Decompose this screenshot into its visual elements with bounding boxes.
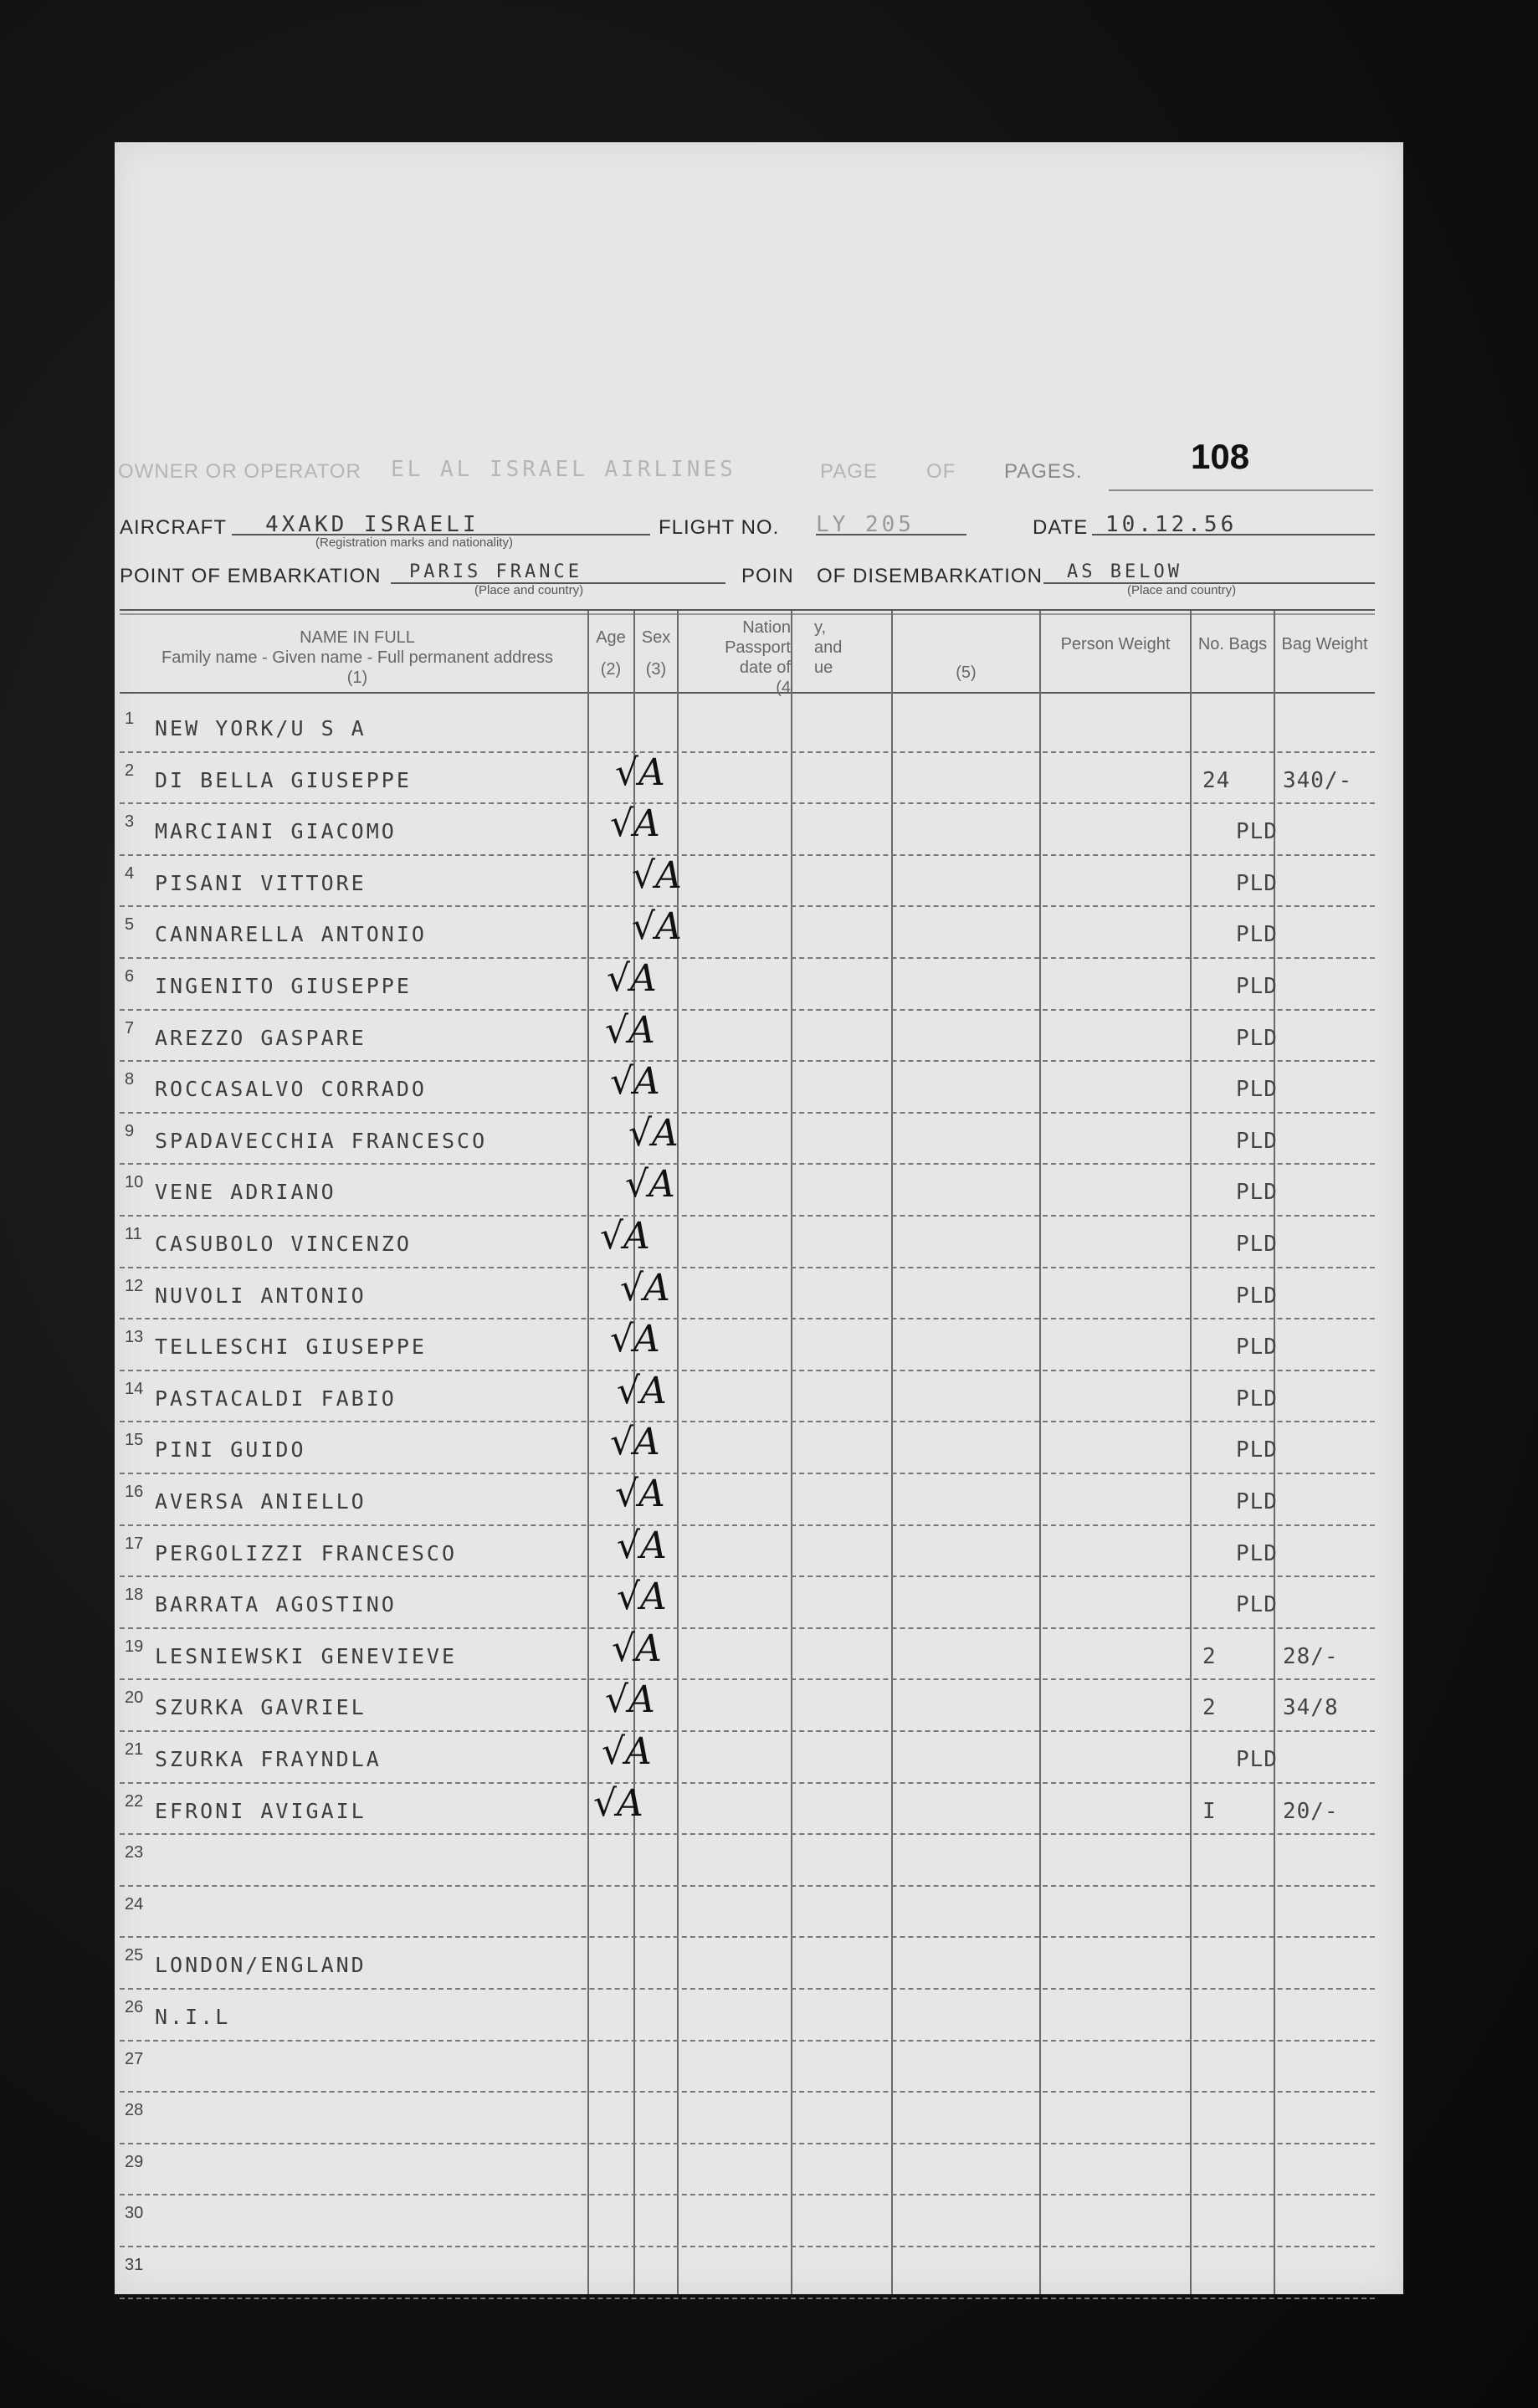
checkmark-annotation: √A — [605, 1678, 655, 1722]
person-weight-header: Person Weight — [1060, 635, 1171, 653]
passenger-name: LONDON/ENGLAND — [155, 1953, 367, 1978]
checkmark-annotation: √A — [593, 1781, 643, 1825]
checkmark-annotation: √A — [617, 1575, 667, 1619]
bags-count: PLD — [1236, 1128, 1278, 1154]
nationality-column-header-cont: y, and ue — [814, 618, 843, 677]
bags-count: 2 — [1202, 1695, 1217, 1721]
row-divider — [120, 1112, 1375, 1114]
checkmark-annotation: √A — [615, 751, 665, 794]
bags-count: PLD — [1236, 1180, 1278, 1206]
checkmark-annotation: √A — [625, 1163, 675, 1207]
passenger-name: EFRONI AVIGAIL — [155, 1798, 367, 1823]
nat-header-line3: date of — [739, 658, 791, 677]
age-header: Age — [596, 628, 626, 647]
passenger-name: ROCCASALVO CORRADO — [155, 1077, 427, 1102]
page-label: PAGE — [820, 460, 878, 483]
aircraft-value: 4XAKD ISRAELI — [265, 512, 479, 537]
checkmark-annotation: √A — [610, 802, 660, 846]
bag-weight-header: Bag Weight — [1281, 635, 1368, 653]
row-number: 6 — [125, 967, 135, 986]
bags-count: 24 — [1202, 767, 1231, 793]
row-number: 28 — [125, 2101, 144, 2120]
checkmark-annotation: √A — [612, 1627, 662, 1670]
pages-label: PAGES. — [1004, 460, 1083, 483]
bag-weight: 20/- — [1283, 1798, 1339, 1824]
row-divider — [120, 1009, 1375, 1011]
flight-value: LY 205 — [816, 512, 915, 537]
checkmark-annotation: √A — [610, 1421, 660, 1464]
row-number: 29 — [125, 2152, 144, 2171]
date-label: DATE — [1033, 516, 1089, 539]
passenger-name: CANNARELLA ANTONIO — [155, 922, 427, 947]
disembarkation-note: (Place and country) — [1127, 583, 1237, 597]
row-divider — [120, 905, 1375, 907]
row-number: 27 — [125, 2049, 144, 2068]
bags-count: PLD — [1236, 819, 1278, 845]
date-value: 10.12.56 — [1105, 512, 1238, 537]
bag-weight: 34/8 — [1283, 1695, 1339, 1721]
bags-count: PLD — [1236, 1540, 1278, 1566]
passenger-name: AVERSA ANIELLO — [155, 1489, 367, 1514]
bag-weight: 340/- — [1283, 767, 1353, 793]
row-number: 24 — [125, 1894, 144, 1914]
row-divider — [120, 2040, 1375, 2042]
row-number: 1 — [125, 710, 135, 728]
name-header-line2: Family name - Given name - Full permanent address — [161, 648, 553, 667]
name-header-line1: NAME IN FULL — [300, 628, 415, 647]
row-divider — [120, 1885, 1375, 1887]
row-divider — [120, 1988, 1375, 1990]
row-divider — [120, 1730, 1375, 1732]
bags-count: PLD — [1236, 1592, 1278, 1618]
checkmark-annotation: √A — [617, 1369, 667, 1412]
bags-count: PLD — [1236, 1386, 1278, 1411]
bags-count: PLD — [1236, 870, 1278, 896]
checkmark-annotation: √A — [602, 1730, 652, 1773]
nat-header-line2: Passport — [725, 638, 791, 657]
bags-count: PLD — [1236, 1025, 1278, 1051]
passenger-name: MARCIANI GIACOMO — [155, 819, 397, 844]
row-number: 15 — [125, 1431, 144, 1450]
row-divider — [120, 802, 1375, 804]
row-number: 13 — [125, 1328, 144, 1347]
of-label: OF — [926, 460, 956, 483]
age-column-header — [589, 628, 633, 679]
passenger-name: BARRATA AGOSTINO — [155, 1592, 397, 1617]
passenger-name: PASTACALDI FABIO — [155, 1386, 397, 1411]
row-divider — [120, 1782, 1375, 1784]
row-divider — [120, 751, 1375, 753]
row-divider — [120, 1318, 1375, 1319]
passenger-name: INGENITO GIUSEPPE — [155, 974, 412, 998]
passenger-name: NEW YORK/U S A — [155, 716, 367, 740]
row-divider — [120, 2194, 1375, 2195]
passenger-name: VENE ADRIANO — [155, 1180, 336, 1205]
passenger-name: CASUBOLO VINCENZO — [155, 1232, 412, 1256]
nat-header-line1: Nation — [742, 618, 791, 637]
flight-label: FLIGHT NO. — [659, 516, 780, 539]
row-divider — [120, 2246, 1375, 2247]
row-number: 10 — [125, 1173, 144, 1192]
no-bags-header: No. Bags — [1197, 635, 1268, 653]
passenger-name: PISANI VITTORE — [155, 870, 367, 895]
checkmark-annotation: √A — [607, 957, 657, 1000]
sex-header-num: (3) — [645, 660, 667, 679]
sex-column-header — [635, 628, 677, 679]
row-divider — [120, 2091, 1375, 2093]
row-number: 14 — [125, 1379, 144, 1398]
row-divider — [120, 1936, 1375, 1938]
row-divider — [120, 2143, 1375, 2144]
checkmark-annotation: √A — [617, 1524, 667, 1567]
row-number: 17 — [125, 1534, 144, 1553]
row-divider — [120, 2298, 1375, 2299]
row-number: 25 — [125, 1946, 144, 1965]
embarkation-label: POINT OF EMBARKATION — [120, 565, 382, 587]
bags-count: PLD — [1236, 1747, 1278, 1772]
checkmark-annotation: √A — [628, 1111, 679, 1155]
row-number: 21 — [125, 1740, 144, 1759]
checkmark-annotation: √A — [615, 1473, 665, 1515]
row-divider — [120, 1627, 1375, 1629]
checkmark-annotation: √A — [620, 1266, 670, 1309]
row-number: 9 — [125, 1121, 135, 1140]
bags-count: PLD — [1236, 1283, 1278, 1309]
row-number: 8 — [125, 1070, 135, 1089]
checkmark-annotation: √A — [610, 1060, 660, 1104]
passenger-name: LESNIEWSKI GENEVIEVE — [155, 1643, 458, 1668]
passenger-name: DI BELLA GIUSEPPE — [155, 767, 412, 792]
passenger-name: SPADAVECCHIA FRANCESCO — [155, 1128, 488, 1153]
passenger-name: SZURKA GAVRIEL — [155, 1695, 367, 1720]
checkmark-annotation: √A — [605, 1008, 655, 1052]
name-column-header — [131, 628, 583, 688]
disembarkation-value: AS BELOW — [1067, 561, 1182, 582]
row-number: 3 — [125, 812, 135, 832]
aircraft-note: (Registration marks and nationality) — [315, 535, 513, 550]
row-number: 2 — [125, 761, 135, 780]
bags-count: PLD — [1236, 974, 1278, 999]
row-number: 12 — [125, 1276, 144, 1295]
passenger-name: AREZZO GASPARE — [155, 1025, 367, 1050]
checkmark-annotation: √A — [632, 853, 682, 897]
row-divider — [120, 1163, 1375, 1165]
sex-header: Sex — [641, 628, 671, 647]
row-number: 30 — [125, 2204, 144, 2223]
row-number: 18 — [125, 1586, 144, 1605]
passenger-name: PERGOLIZZI FRANCESCO — [155, 1540, 458, 1565]
bags-count: PLD — [1236, 1489, 1278, 1514]
row-number: 26 — [125, 1998, 144, 2016]
row-number: 19 — [125, 1637, 144, 1656]
row-number: 20 — [125, 1688, 144, 1708]
bags-count: PLD — [1236, 922, 1278, 948]
row-number: 7 — [125, 1018, 135, 1037]
passenger-name: PINI GUIDO — [155, 1437, 306, 1463]
nat-header-num: (4 — [776, 679, 791, 697]
bag-weight: 28/- — [1283, 1643, 1339, 1669]
row-number: 16 — [125, 1483, 144, 1501]
passenger-name: N.I.L — [155, 2005, 231, 2029]
passenger-name: SZURKA FRAYNDLA — [155, 1747, 382, 1771]
row-divider — [120, 1060, 1375, 1062]
row-number: 22 — [125, 1791, 144, 1811]
row-number: 11 — [125, 1225, 142, 1243]
nationality-column-header — [679, 617, 791, 698]
row-divider — [120, 1267, 1375, 1268]
bags-count: PLD — [1236, 1437, 1278, 1463]
row-divider — [120, 1421, 1375, 1422]
row-number: 31 — [125, 2256, 144, 2274]
row-number: 23 — [125, 1843, 144, 1862]
bags-count: PLD — [1236, 1335, 1278, 1360]
row-divider — [120, 1473, 1375, 1474]
row-number: 4 — [125, 863, 135, 883]
age-header-num: (2) — [600, 660, 622, 679]
row-divider — [120, 1833, 1375, 1835]
checkmark-annotation: √A — [610, 1318, 660, 1361]
row-divider — [120, 957, 1375, 959]
checkmark-annotation: √A — [632, 905, 682, 949]
manifest-sheet — [115, 142, 1403, 2294]
aircraft-label: AIRCRAFT — [120, 516, 227, 539]
checkmark-annotation: √A — [600, 1215, 650, 1258]
passenger-name: TELLESCHI GIUSEPPE — [155, 1335, 427, 1360]
col5-header: (5) — [956, 663, 977, 682]
bags-count: PLD — [1236, 1232, 1278, 1257]
bags-count: 2 — [1202, 1643, 1217, 1669]
embarkation-value: PARIS FRANCE — [409, 561, 582, 582]
row-divider — [120, 1575, 1375, 1577]
bags-count: PLD — [1236, 1077, 1278, 1103]
page-number: 108 — [1191, 437, 1250, 476]
row-divider — [120, 1370, 1375, 1371]
row-divider — [120, 1678, 1375, 1680]
disembarkation-label: OF DISEMBARKATION — [817, 565, 1043, 587]
embarkation-note: (Place and country) — [474, 583, 584, 597]
row-divider — [120, 1215, 1375, 1217]
bags-count: I — [1202, 1798, 1217, 1824]
owner-value: EL AL ISRAEL AIRLINES — [391, 457, 736, 482]
name-header-num: (1) — [346, 669, 368, 687]
owner-label: OWNER OR OPERATOR — [118, 460, 361, 483]
row-number: 5 — [125, 915, 135, 935]
passenger-name: NUVOLI ANTONIO — [155, 1283, 367, 1308]
row-divider — [120, 1524, 1375, 1526]
row-divider — [120, 854, 1375, 856]
disembarkation-label-left: POIN — [741, 565, 794, 587]
